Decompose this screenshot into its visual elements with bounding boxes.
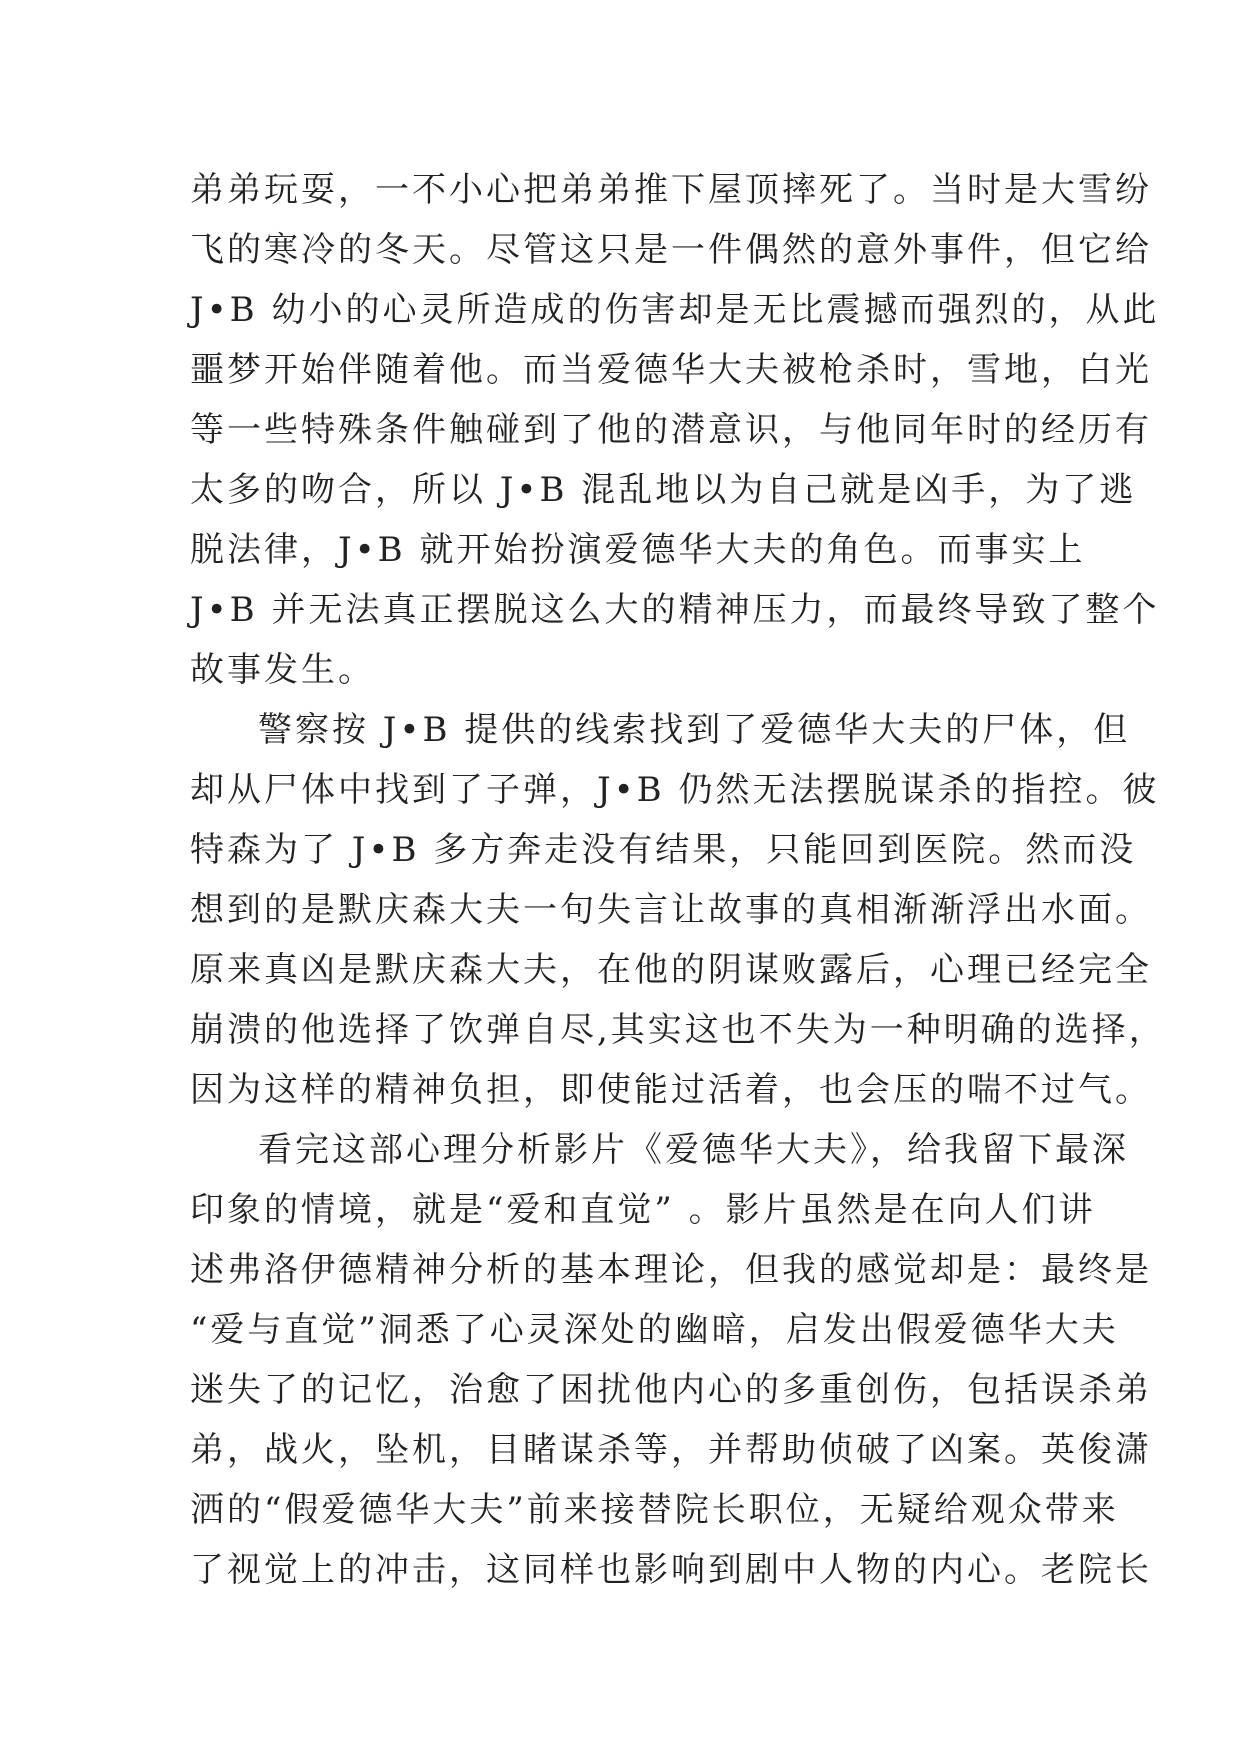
- text-line: 噩梦开始伴随着他。而当爱德华大夫被枪杀时，雪地，白光: [190, 350, 1152, 390]
- text-line: 看完这部心理分析影片《爱德华大夫》，给我留下最深: [258, 1130, 1129, 1170]
- paragraph: [190, 1120, 1152, 1600]
- text-line: 等一些特殊条件触碰到了他的潜意识，与他同年时的经历有: [190, 410, 1152, 450]
- text-line: 弟弟玩耍，一不小心把弟弟推下屋顶摔死了。当时是大雪纷: [190, 170, 1152, 210]
- text-line: J•B 幼小的心灵所造成的伤害却是无比震撼而强烈的，从此: [190, 290, 1160, 330]
- text-line: 原来真凶是默庆森大夫，在他的阴谋败露后，心理已经完全: [190, 950, 1152, 990]
- text-line: 弟，战火，坠机，目睹谋杀等，并帮助侦破了凶案。英俊潇: [190, 1430, 1152, 1470]
- text-line: 述弗洛伊德精神分析的基本理论，但我的感觉却是：最终是: [190, 1250, 1152, 1290]
- text-line: J•B 并无法真正摆脱这么大的精神压力，而最终导致了整个: [190, 590, 1160, 630]
- text-line: 脱法律，J•B 就开始扮演爱德华大夫的角色。而事实上: [190, 530, 1086, 570]
- text-line: 想到的是默庆森大夫一句失言让故事的真相渐渐浮出水面。: [190, 890, 1152, 930]
- text-line: 印象的情境，就是“爱和直觉” 。影片虽然是在向人们讲: [190, 1190, 1096, 1230]
- text-line: 迷失了的记忆，治愈了困扰他内心的多重创伤，包括误杀弟: [190, 1370, 1152, 1410]
- text-line: 洒的“假爱德华大夫”前来接替院长职位，无疑给观众带来: [190, 1490, 1119, 1530]
- paragraph: [190, 700, 1166, 1120]
- text-line: 特森为了 J•B 多方奔走没有结果，只能回到医院。然而没: [190, 830, 1137, 870]
- text-line: 了视觉上的冲击，这同样也影响到剧中人物的内心。老院长: [190, 1550, 1152, 1590]
- text-line: 飞的寒冷的冬天。尽管这只是一件偶然的意外事件，但它给: [190, 230, 1152, 270]
- text-line: 因为这样的精神负担，即使能过活着，也会压的喘不过气。: [190, 1070, 1152, 1110]
- text-line: 太多的吻合，所以 J•B 混乱地以为自己就是凶手，为了逃: [190, 470, 1137, 510]
- paragraph: [190, 160, 1160, 700]
- text-line: 故事发生。: [190, 650, 375, 690]
- text-line: 警察按 J•B 提供的线索找到了爱德华大夫的尸体，但: [258, 710, 1131, 750]
- text-line: “爱与直觉”洞悉了心灵深处的幽暗，启发出假爱德华大夫: [190, 1310, 1119, 1350]
- body-text: [190, 160, 1166, 1600]
- text-line: 崩溃的他选择了饮弹自尽,其实这也不失为一种明确的选择，: [190, 1010, 1166, 1050]
- text-line: 却从尸体中找到了子弹，J•B 仍然无法摆脱谋杀的指控。彼: [190, 770, 1160, 810]
